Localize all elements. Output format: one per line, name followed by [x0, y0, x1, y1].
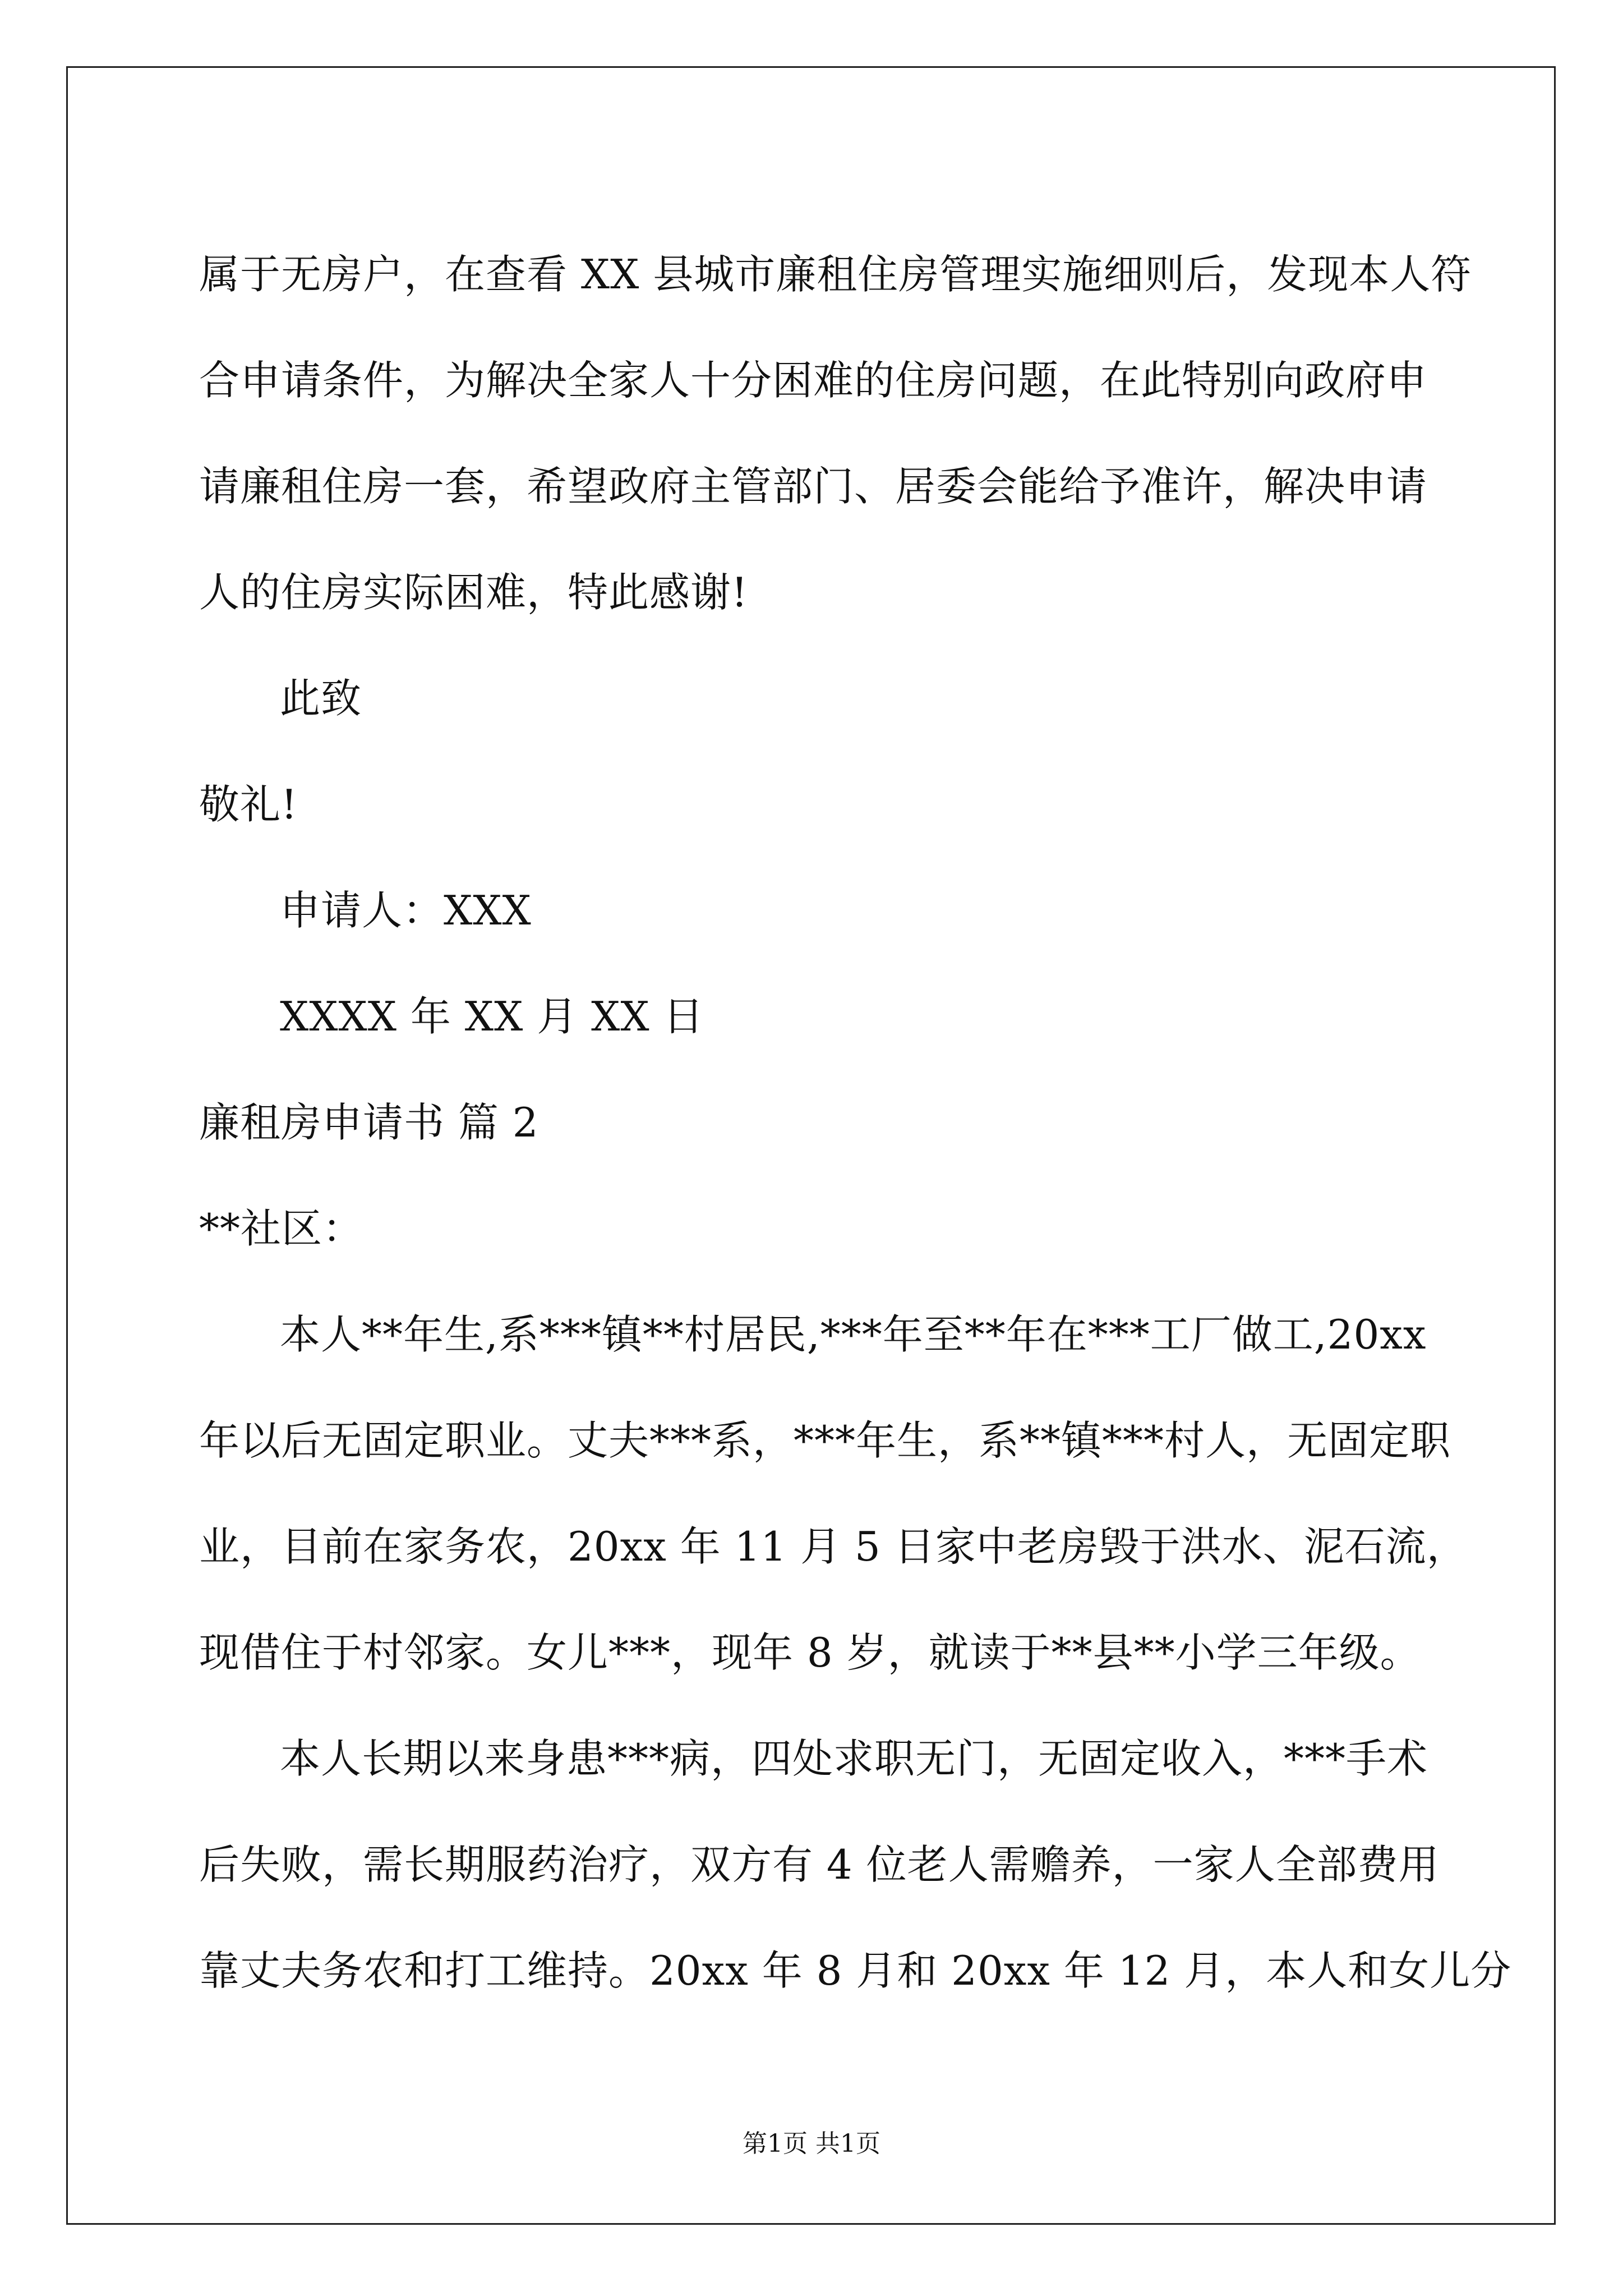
- text-line: 本人**年生,系***镇**村居民,***年至**年在***工厂做工,20xx: [280, 1311, 1427, 1358]
- text-line: 请廉租住房一套，希望政府主管部门、居委会能给予准许，解决申请: [199, 463, 1428, 510]
- closing-regards: 敬礼!: [199, 781, 298, 828]
- text-line: 年以后无固定职业。丈夫***系，***年生，系**镇***村人，无固定职: [199, 1417, 1451, 1464]
- text-line: 现借住于村邻家。女儿***，现年 8 岁，就读于**县**小学三年级。: [199, 1629, 1421, 1676]
- closing-salutation: 此致: [280, 675, 362, 722]
- text-line: 业，目前在家务农，20xx 年 11 月 5 日家中老房毁于洪水、泥石流，: [199, 1523, 1468, 1570]
- applicant-signature: 申请人：XXX: [280, 887, 532, 934]
- text-line: 本人长期以来身患***病，四处求职无门，无固定收入，***手术: [280, 1735, 1428, 1782]
- text-line: 人的住房实际困难，特此感谢!: [199, 569, 748, 616]
- page-footer: 第1页 共1页: [743, 2129, 880, 2158]
- date-line: XXXX 年 XX 月 XX 日: [280, 993, 704, 1040]
- text-line: 靠丈夫务农和打工维持。20xx 年 8 月和 20xx 年 12 月，本人和女儿分: [199, 1947, 1512, 1994]
- text-line: 属于无房户，在查看 XX 县城市廉租住房管理实施细则后，发现本人符: [199, 251, 1472, 298]
- text-line: 后失败，需长期服药治疗，双方有 4 位老人需赡养，一家人全部费用: [199, 1841, 1440, 1888]
- recipient-line: **社区：: [199, 1205, 364, 1252]
- document-body: [199, 222, 1512, 2024]
- section-heading: 廉租房申请书 篇 2: [199, 1099, 539, 1146]
- text-line: 合申请条件，为解决全家人十分困难的住房问题，在此特别向政府申: [199, 357, 1428, 404]
